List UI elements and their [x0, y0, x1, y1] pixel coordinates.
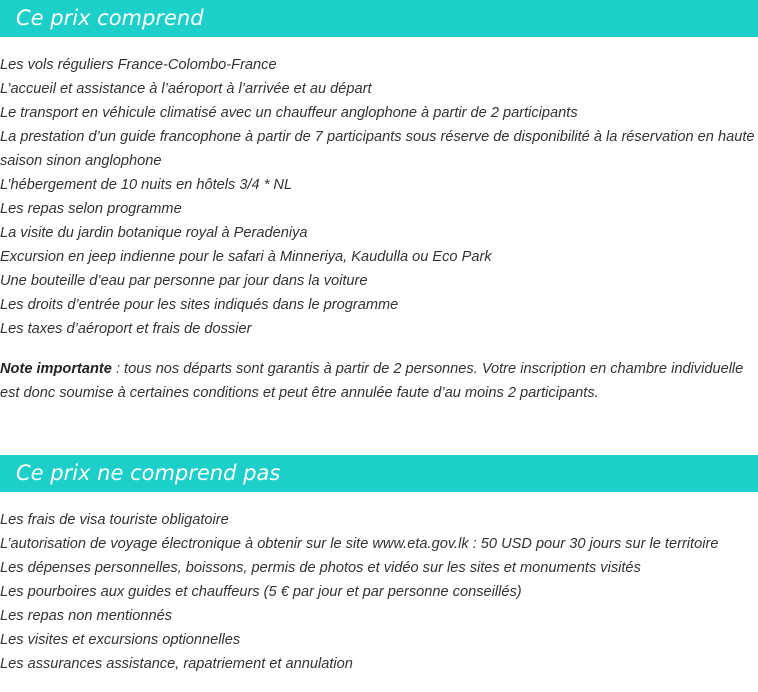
- list-item: Les droits d’entrée pour les sites indiqués dans le programme: [0, 297, 399, 313]
- includes-list: [0, 53, 758, 341]
- list-item: Excursion en jeep indienne pour le safari à Minneriya, Kaudulla ou Eco Park: [0, 249, 492, 265]
- list-item: L’accueil et assistance à l’aéroport à l’arrivée et au départ: [0, 81, 372, 97]
- list-item: Le transport en véhicule climatisé avec un chauffeur anglophone à partir de 2 participants: [0, 105, 578, 121]
- list-item: L’autorisation de voyage électronique à obtenir sur le site www.eta.gov.lk : 50 USD pour 30 jours sur le territoire: [0, 536, 719, 552]
- list-item: Les frais de visa touriste obligatoire: [0, 512, 229, 528]
- list-item: Une bouteille d’eau par personne par jour dans la voiture: [0, 273, 368, 289]
- includes-section-title: Ce prix comprend: [0, 0, 758, 37]
- note-label: Note importante: [0, 361, 112, 377]
- list-item: L’hébergement de 10 nuits en hôtels 3/4 * NL: [0, 177, 293, 193]
- list-item: Les taxes d’aéroport et frais de dossier: [0, 321, 252, 337]
- list-item: Les visites et excursions optionnelles: [0, 632, 241, 648]
- list-item: Les repas selon programme: [0, 201, 182, 217]
- list-item: Les assurances assistance, rapatriement et annulation: [0, 656, 353, 672]
- excludes-list: [0, 508, 758, 676]
- list-item: Les dépenses personnelles, boissons, permis de photos et vidéo sur les sites et monuments visités: [0, 560, 641, 576]
- note-text: : tous nos départs sont garantis à partir de 2 personnes. Votre inscription en chambre individuelle est donc soumise à certaines conditions et peut être annulée faute d’au moins 2 participants.: [0, 361, 744, 401]
- list-item: La visite du jardin botanique royal à Peradeniya: [0, 225, 308, 241]
- list-item: Les repas non mentionnés: [0, 608, 172, 624]
- list-item: Les pourboires aux guides et chauffeurs (5 € par jour et par personne conseillés): [0, 584, 522, 600]
- list-item: Les vols réguliers France-Colombo-France: [0, 57, 277, 73]
- list-item: La prestation d’un guide francophone à partir de 7 participants sous réserve de disponibilité à la réservation en haute saison sinon anglophone: [0, 129, 755, 169]
- important-note: [0, 357, 752, 405]
- excludes-section-title: Ce prix ne comprend pas: [0, 455, 758, 492]
